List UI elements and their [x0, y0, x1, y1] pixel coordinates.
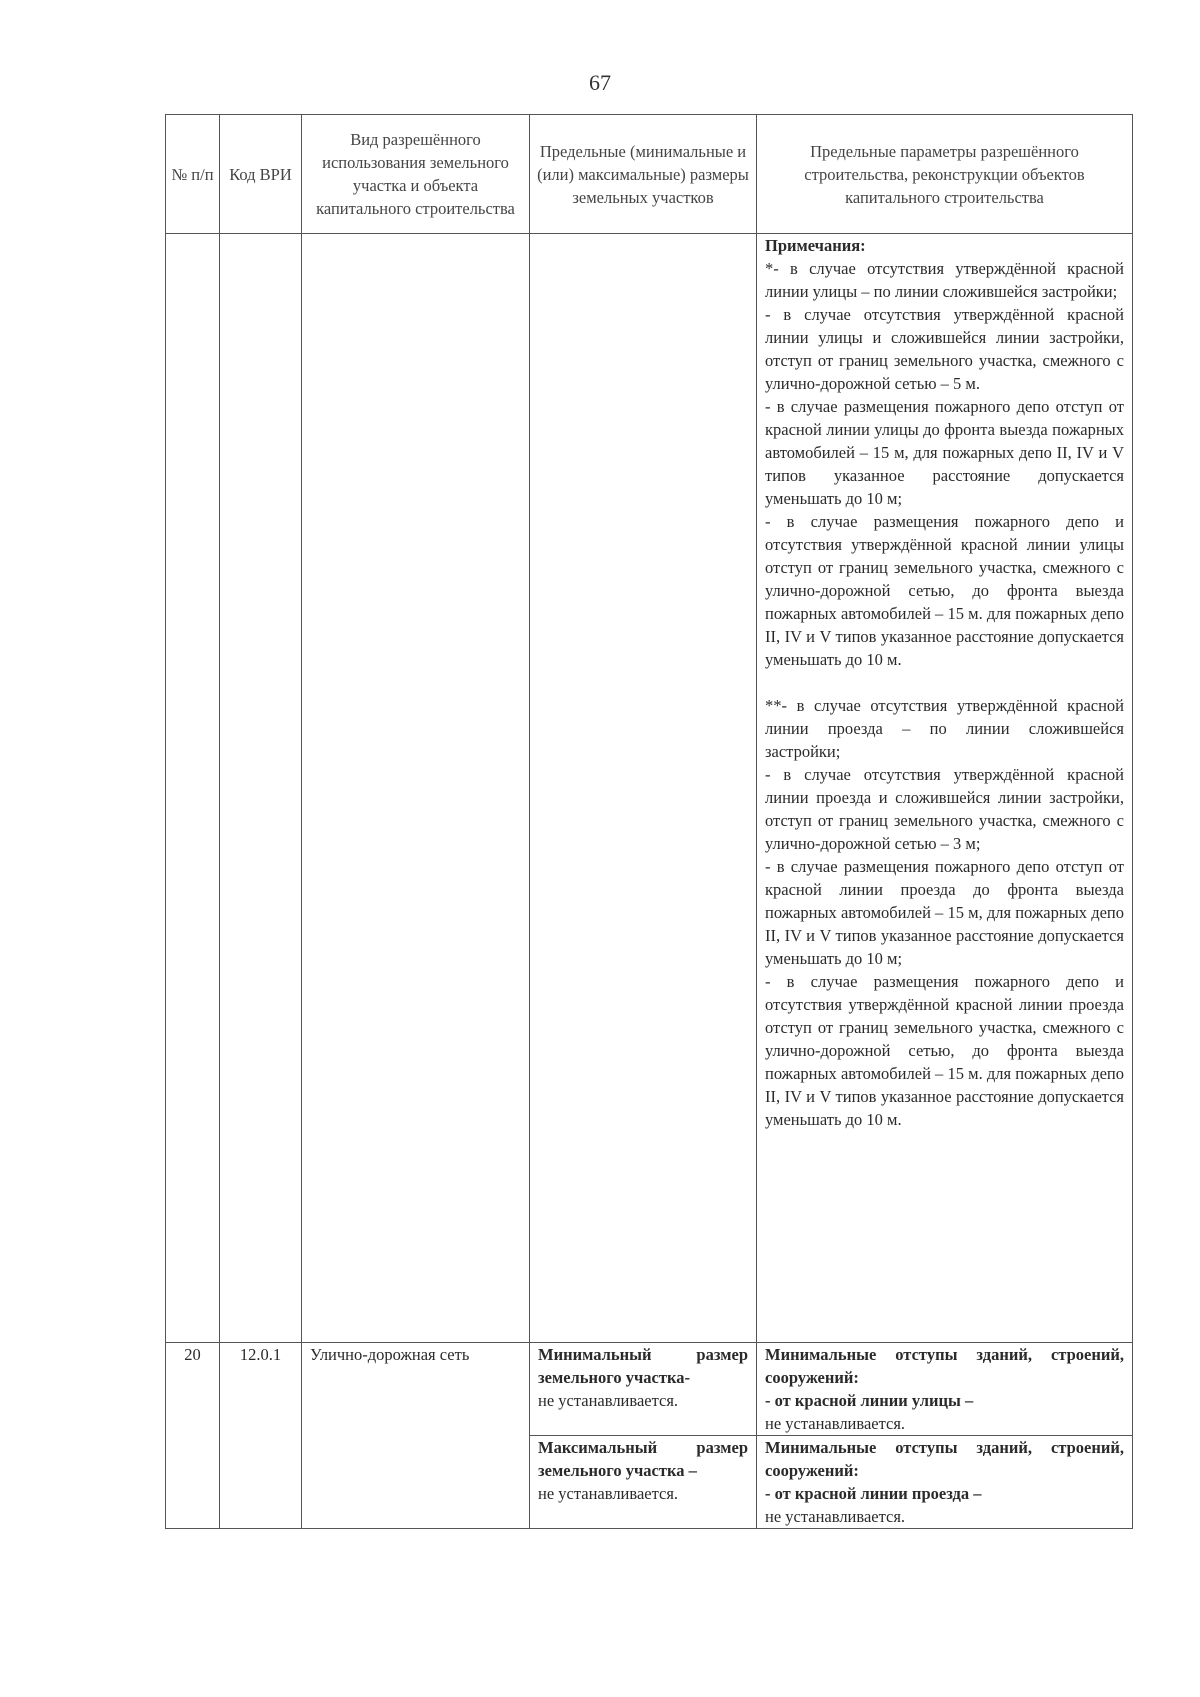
cell-empty-num	[166, 234, 220, 1343]
header-number: № п/п	[166, 115, 220, 234]
param2-title: Минимальные отступы зданий, строений, сооружений:	[765, 1438, 1124, 1480]
note-item: - в случае отсутствия утверждённой красной линии улицы и сложившейся линии застройки, отступ от границ земельного участка, смежного с улично-дорожной сетью – 5 м.	[765, 305, 1124, 393]
param2-value: не устанавливается.	[765, 1507, 906, 1526]
table-row-20a	[166, 1343, 1133, 1436]
notes-cell	[757, 234, 1133, 1343]
param2-cell	[757, 1436, 1133, 1529]
table-header-row	[166, 115, 1133, 234]
notes-spacer	[765, 671, 1124, 694]
note-item: - в случае размещения пожарного депо отступ от красной линии улицы до фронта выезда пожарных автомобилей – 15 м, для пожарных депо II, IV и V типов указанное расстояние допускается уменьшать до 10 м;	[765, 397, 1124, 508]
param1-cell	[757, 1343, 1133, 1436]
row-use-type: Улично-дорожная сеть	[302, 1343, 530, 1529]
param1-title: Минимальные отступы зданий, строений, сооружений:	[765, 1345, 1124, 1387]
min-size-title: Минимальный размер земельного участка-	[538, 1345, 748, 1387]
header-code: Код ВРИ	[220, 115, 302, 234]
note-item: **- в случае отсутствия утверждённой красной линии проезда – по линии сложившейся застройки;	[765, 696, 1124, 761]
min-size-cell	[530, 1343, 757, 1436]
note-item: - в случае отсутствия утверждённой красной линии проезда и сложившейся линии застройки, отступ от границ земельного участка, смежного с улично-дорожной сетью – 3 м;	[765, 765, 1124, 853]
row-code: 12.0.1	[220, 1343, 302, 1529]
notes-title: Примечания:	[765, 236, 866, 255]
cell-empty-use	[302, 234, 530, 1343]
max-size-title: Максимальный размер земельного участка –	[538, 1438, 748, 1480]
header-parameters: Предельные параметры разрешённого строительства, реконструкции объектов капитального строительства	[757, 115, 1133, 234]
note-item: - в случае размещения пожарного депо и отсутствия утверждённой красной линии проезда отступ от границ земельного участка, смежного с улично-дорожной сетью, до фронта выезда пожарных автомобилей – 15 м. для пожарных депо II, IV и V типов указанное расстояние допускается уменьшать до 10 м.	[765, 972, 1124, 1129]
note-item: *- в случае отсутствия утверждённой красной линии улицы – по линии сложившейся застройки;	[765, 259, 1124, 301]
header-plot-size: Предельные (минимальные и (или) максимальные) размеры земельных участков	[530, 115, 757, 234]
row-number: 20	[166, 1343, 220, 1529]
min-size-value: не устанавливается.	[538, 1391, 679, 1410]
table-row-notes	[166, 234, 1133, 1343]
note-item: - в случае размещения пожарного депо отступ от красной линии проезда до фронта выезда пожарных автомобилей – 15 м, для пожарных депо II, IV и V типов указанное расстояние допускается уменьшать до 10 м;	[765, 857, 1124, 968]
param1-value: не устанавливается.	[765, 1414, 906, 1433]
page-number: 67	[589, 70, 611, 95]
regulations-table	[165, 114, 1133, 1529]
param2-item: - от красной линии проезда –	[765, 1484, 982, 1503]
note-item: - в случае размещения пожарного депо и отсутствия утверждённой красной линии улицы отступ от границ земельного участка, смежного с улично-дорожной сетью, до фронта выезда пожарных автомобилей – 15 м. для пожарных депо II, IV и V типов указанное расстояние допускается уменьшать до 10 м.	[765, 512, 1124, 669]
param1-item: - от красной линии улицы –	[765, 1391, 974, 1410]
cell-empty-code	[220, 234, 302, 1343]
header-use-type: Вид разрешённого использования земельного участка и объекта капитального строительства	[302, 115, 530, 234]
max-size-cell	[530, 1436, 757, 1529]
max-size-value: не устанавливается.	[538, 1484, 679, 1503]
cell-empty-size	[530, 234, 757, 1343]
